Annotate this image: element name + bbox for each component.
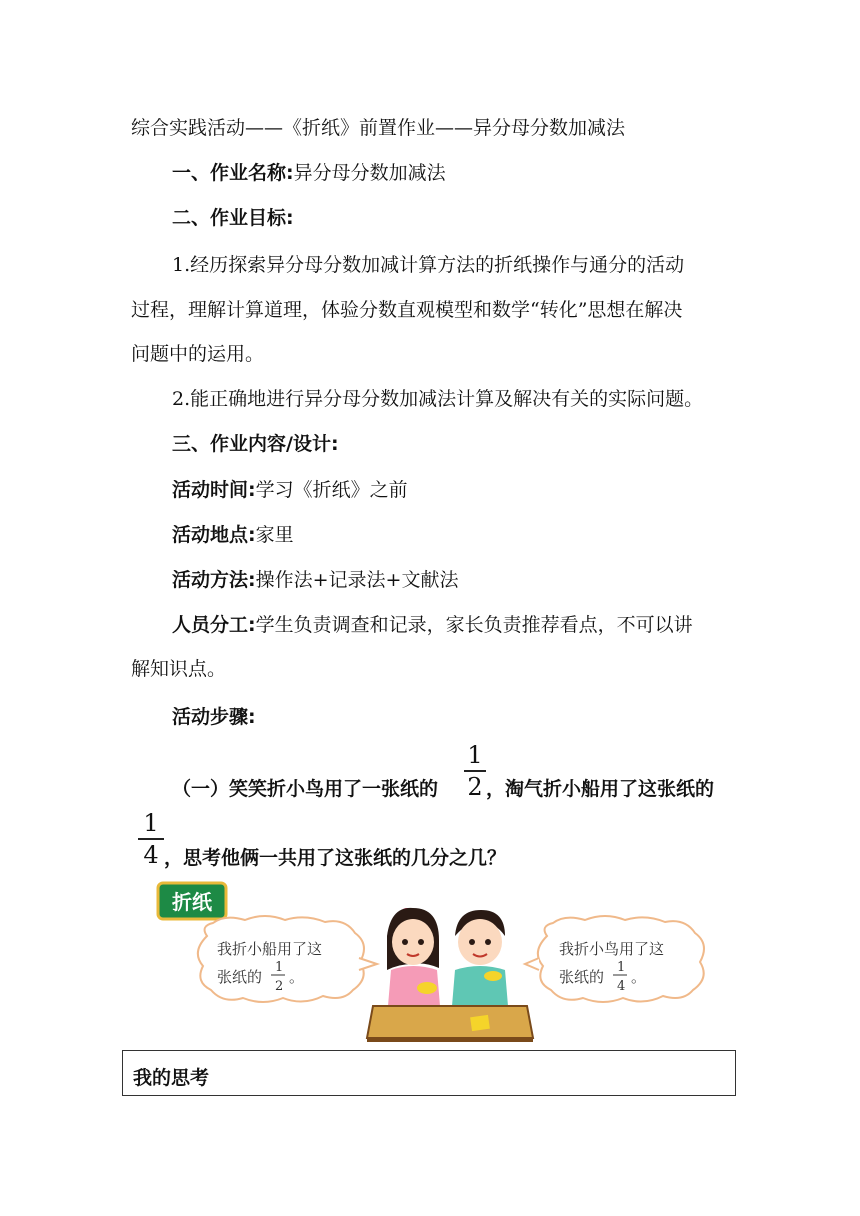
origami-illustration — [155, 878, 715, 1044]
activity-place-label: 活动地点: — [172, 524, 256, 546]
activity-method-label: 活动方法: — [172, 569, 256, 591]
activity-time-label: 活动时间: — [172, 479, 256, 501]
bubble-right-num: 1 — [617, 960, 626, 975]
bubble-left-num: 1 — [275, 960, 284, 975]
girl-figure — [387, 908, 441, 1018]
fraction-2-numerator: 1 — [143, 809, 159, 837]
speech-bubble-left — [198, 916, 377, 1002]
bubble-left-text: 我折小船用了这 — [217, 940, 323, 958]
goal-1-line-2: 过程，理解计算道理，体验分数直观模型和数学“转化”思想在解决 — [131, 299, 683, 321]
goal-2: 2.能正确地进行异分母分数加减法计算及解决有关的实际问题。 — [172, 388, 704, 410]
activity-time — [172, 478, 408, 502]
question-part-1: （一）笑笑折小鸟用了一张纸的 — [172, 778, 439, 800]
boy-figure — [451, 910, 509, 1018]
bubble-right-text: 我折小鸟用了这 — [559, 940, 665, 958]
table — [367, 1006, 533, 1042]
bubble-left-text-2: 张纸的 — [217, 968, 263, 986]
fraction-one-half — [464, 742, 486, 800]
fraction-2-denominator: 4 — [143, 841, 159, 869]
activity-place — [172, 523, 294, 547]
my-thinking-box[interactable] — [122, 1050, 736, 1096]
page-title: 综合实践活动——《折纸》前置作业——异分母分数加减法 — [131, 117, 626, 139]
origami-badge — [158, 883, 226, 919]
paper-square — [470, 1015, 490, 1031]
activity-place-value: 家里 — [255, 524, 294, 546]
section-1 — [172, 161, 446, 185]
steps-label: 活动步骤: — [172, 706, 256, 728]
section-1-label: 一、作业名称: — [172, 162, 294, 184]
activity-method-value: 操作法+记录法+文献法 — [255, 569, 459, 591]
speech-bubble-right — [525, 916, 704, 1002]
staff-label: 人员分工: — [172, 614, 256, 636]
activity-time-value: 学习《折纸》之前 — [255, 479, 408, 501]
fraction-1-denominator: 2 — [467, 773, 483, 801]
staff-value-line-2: 解知识点。 — [131, 658, 227, 680]
bubble-left-den: 2 — [275, 979, 284, 994]
bubble-right-end: 。 — [631, 968, 647, 986]
bubble-left-end: 。 — [289, 968, 305, 986]
question-part-2: ，淘气折小船用了这张纸的 — [486, 778, 715, 800]
staff-division — [172, 613, 693, 637]
question-part-3: ，思考他俩一共用了这张纸的几分之几？ — [164, 847, 507, 869]
staff-value-line-1: 学生负责调查和记录，家长负责推荐看点，不可以讲 — [255, 614, 693, 636]
section-3-label: 三、作业内容/设计: — [172, 433, 339, 455]
section-2-label: 二、作业目标: — [172, 207, 294, 229]
fraction-2-bar — [138, 838, 164, 840]
goal-1-line-1: 1.经历探索异分母分数加减计算方法的折纸操作与通分的活动 — [172, 254, 685, 276]
badge-text: 折纸 — [172, 890, 212, 914]
goal-1-line-3: 问题中的运用。 — [131, 343, 265, 365]
fraction-1-numerator: 1 — [467, 741, 483, 769]
section-1-value: 异分母分数加减法 — [293, 162, 446, 184]
activity-method — [172, 568, 458, 592]
fraction-1-bar — [464, 770, 486, 772]
fraction-one-quarter — [138, 810, 164, 868]
bubble-right-text-2: 张纸的 — [559, 968, 605, 986]
bubble-right-den: 4 — [617, 979, 626, 994]
my-thinking-label: 我的思考 — [133, 1067, 210, 1089]
